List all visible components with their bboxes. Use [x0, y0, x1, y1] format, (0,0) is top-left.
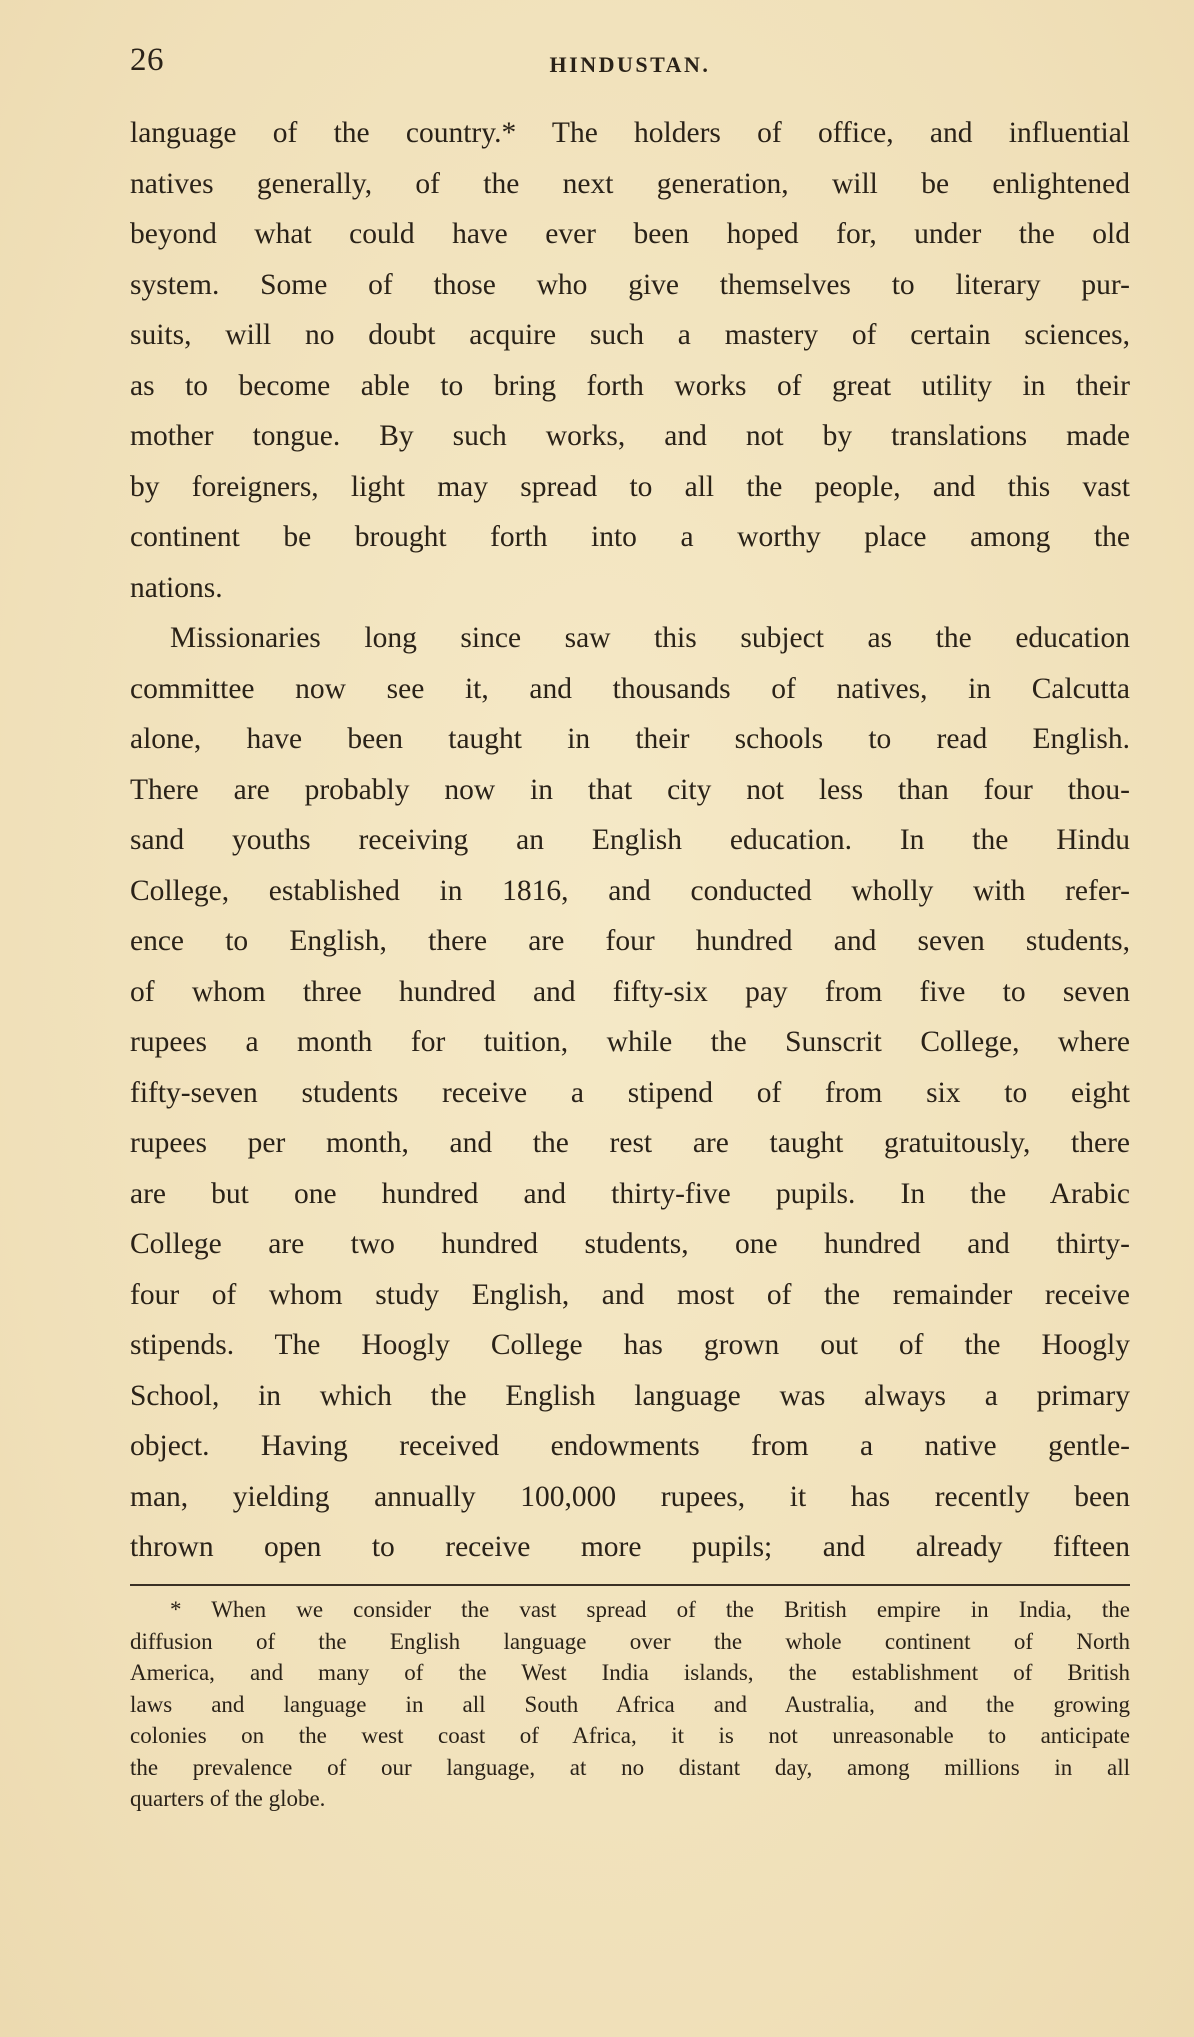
text-line: rupees a month for tuition, while the Sunscrit College, where: [130, 1026, 1130, 1058]
text-line: object. Having received endowments from a native gentle-: [130, 1430, 1130, 1462]
text-line: language of the country.* The holders of office, and influential: [130, 117, 1130, 149]
footnote-line: * When we consider the vast spread of the British empire in India, the: [170, 1597, 1130, 1622]
page-number: 26: [130, 42, 164, 78]
footnote: [130, 1594, 1130, 1815]
text-line: man, yielding annually 100,000 rupees, it has recently been: [130, 1480, 1130, 1513]
text-line: suits, will no doubt acquire such a mastery of certain sciences,: [130, 319, 1130, 351]
text-line: as to become able to bring forth works of great utility in their: [130, 369, 1130, 402]
text-line: College, established in 1816, and conducted wholly with refer-: [130, 874, 1130, 907]
text-line: nations.: [130, 571, 223, 604]
text-line: fifty-seven students receive a stipend of from six to eight: [130, 1076, 1130, 1109]
text-line: alone, have been taught in their schools to read English.: [130, 723, 1130, 755]
text-line: thrown open to receive more pupils; and already fifteen: [130, 1531, 1130, 1563]
text-line: There are probably now in that city not less than four thou-: [130, 773, 1130, 806]
text-line: beyond what could have ever been hoped for, under the old: [130, 218, 1130, 250]
footnote-line: diffusion of the English language over the whole continent of North: [130, 1628, 1130, 1654]
footnote-line: the prevalence of our language, at no distant day, among millions in all: [130, 1754, 1130, 1780]
text-line: mother tongue. By such works, and not by translations made: [130, 420, 1130, 452]
text-line: system. Some of those who give themselves to literary pur-: [130, 268, 1130, 301]
main-text: [130, 108, 1130, 1573]
footnote-line: quarters of the globe.: [130, 1786, 326, 1811]
page-header: [130, 42, 1130, 92]
text-line: ence to English, there are four hundred and seven students,: [130, 925, 1130, 957]
footnote-line: laws and language in all South Africa and Australia, and the growing: [130, 1691, 1130, 1717]
text-line: sand youths receiving an English education. In the Hindu: [130, 824, 1130, 856]
text-line: committee now see it, and thousands of natives, in Calcutta: [130, 672, 1130, 705]
text-line: by foreigners, light may spread to all the people, and this vast: [130, 470, 1130, 503]
footnote-line: America, and many of the West India islands, the establishment of British: [130, 1660, 1130, 1685]
text-line: four of whom study English, and most of the remainder receive: [130, 1278, 1130, 1311]
text-line: College are two hundred students, one hundred and thirty-: [130, 1228, 1130, 1260]
text-line: of whom three hundred and fifty-six pay from five to seven: [130, 975, 1130, 1008]
text-line: are but one hundred and thirty-five pupils. In the Arabic: [130, 1177, 1130, 1210]
text-line: Missionaries long since saw this subject as the education: [170, 622, 1130, 654]
text-line: stipends. The Hoogly College has grown out of the Hoogly: [130, 1329, 1130, 1361]
footnote-rule: [130, 1584, 1130, 1586]
footnote-line: colonies on the west coast of Africa, it is not unreasonable to anticipate: [130, 1723, 1130, 1748]
running-title: HINDUSTAN.: [549, 52, 711, 77]
text-line: natives generally, of the next generation, will be enlightened: [130, 167, 1130, 200]
text-line: continent be brought forth into a worthy place among the: [130, 521, 1130, 553]
text-line: School, in which the English language was always a primary: [130, 1379, 1130, 1412]
text-line: rupees per month, and the rest are taught gratuitously, there: [130, 1127, 1130, 1159]
